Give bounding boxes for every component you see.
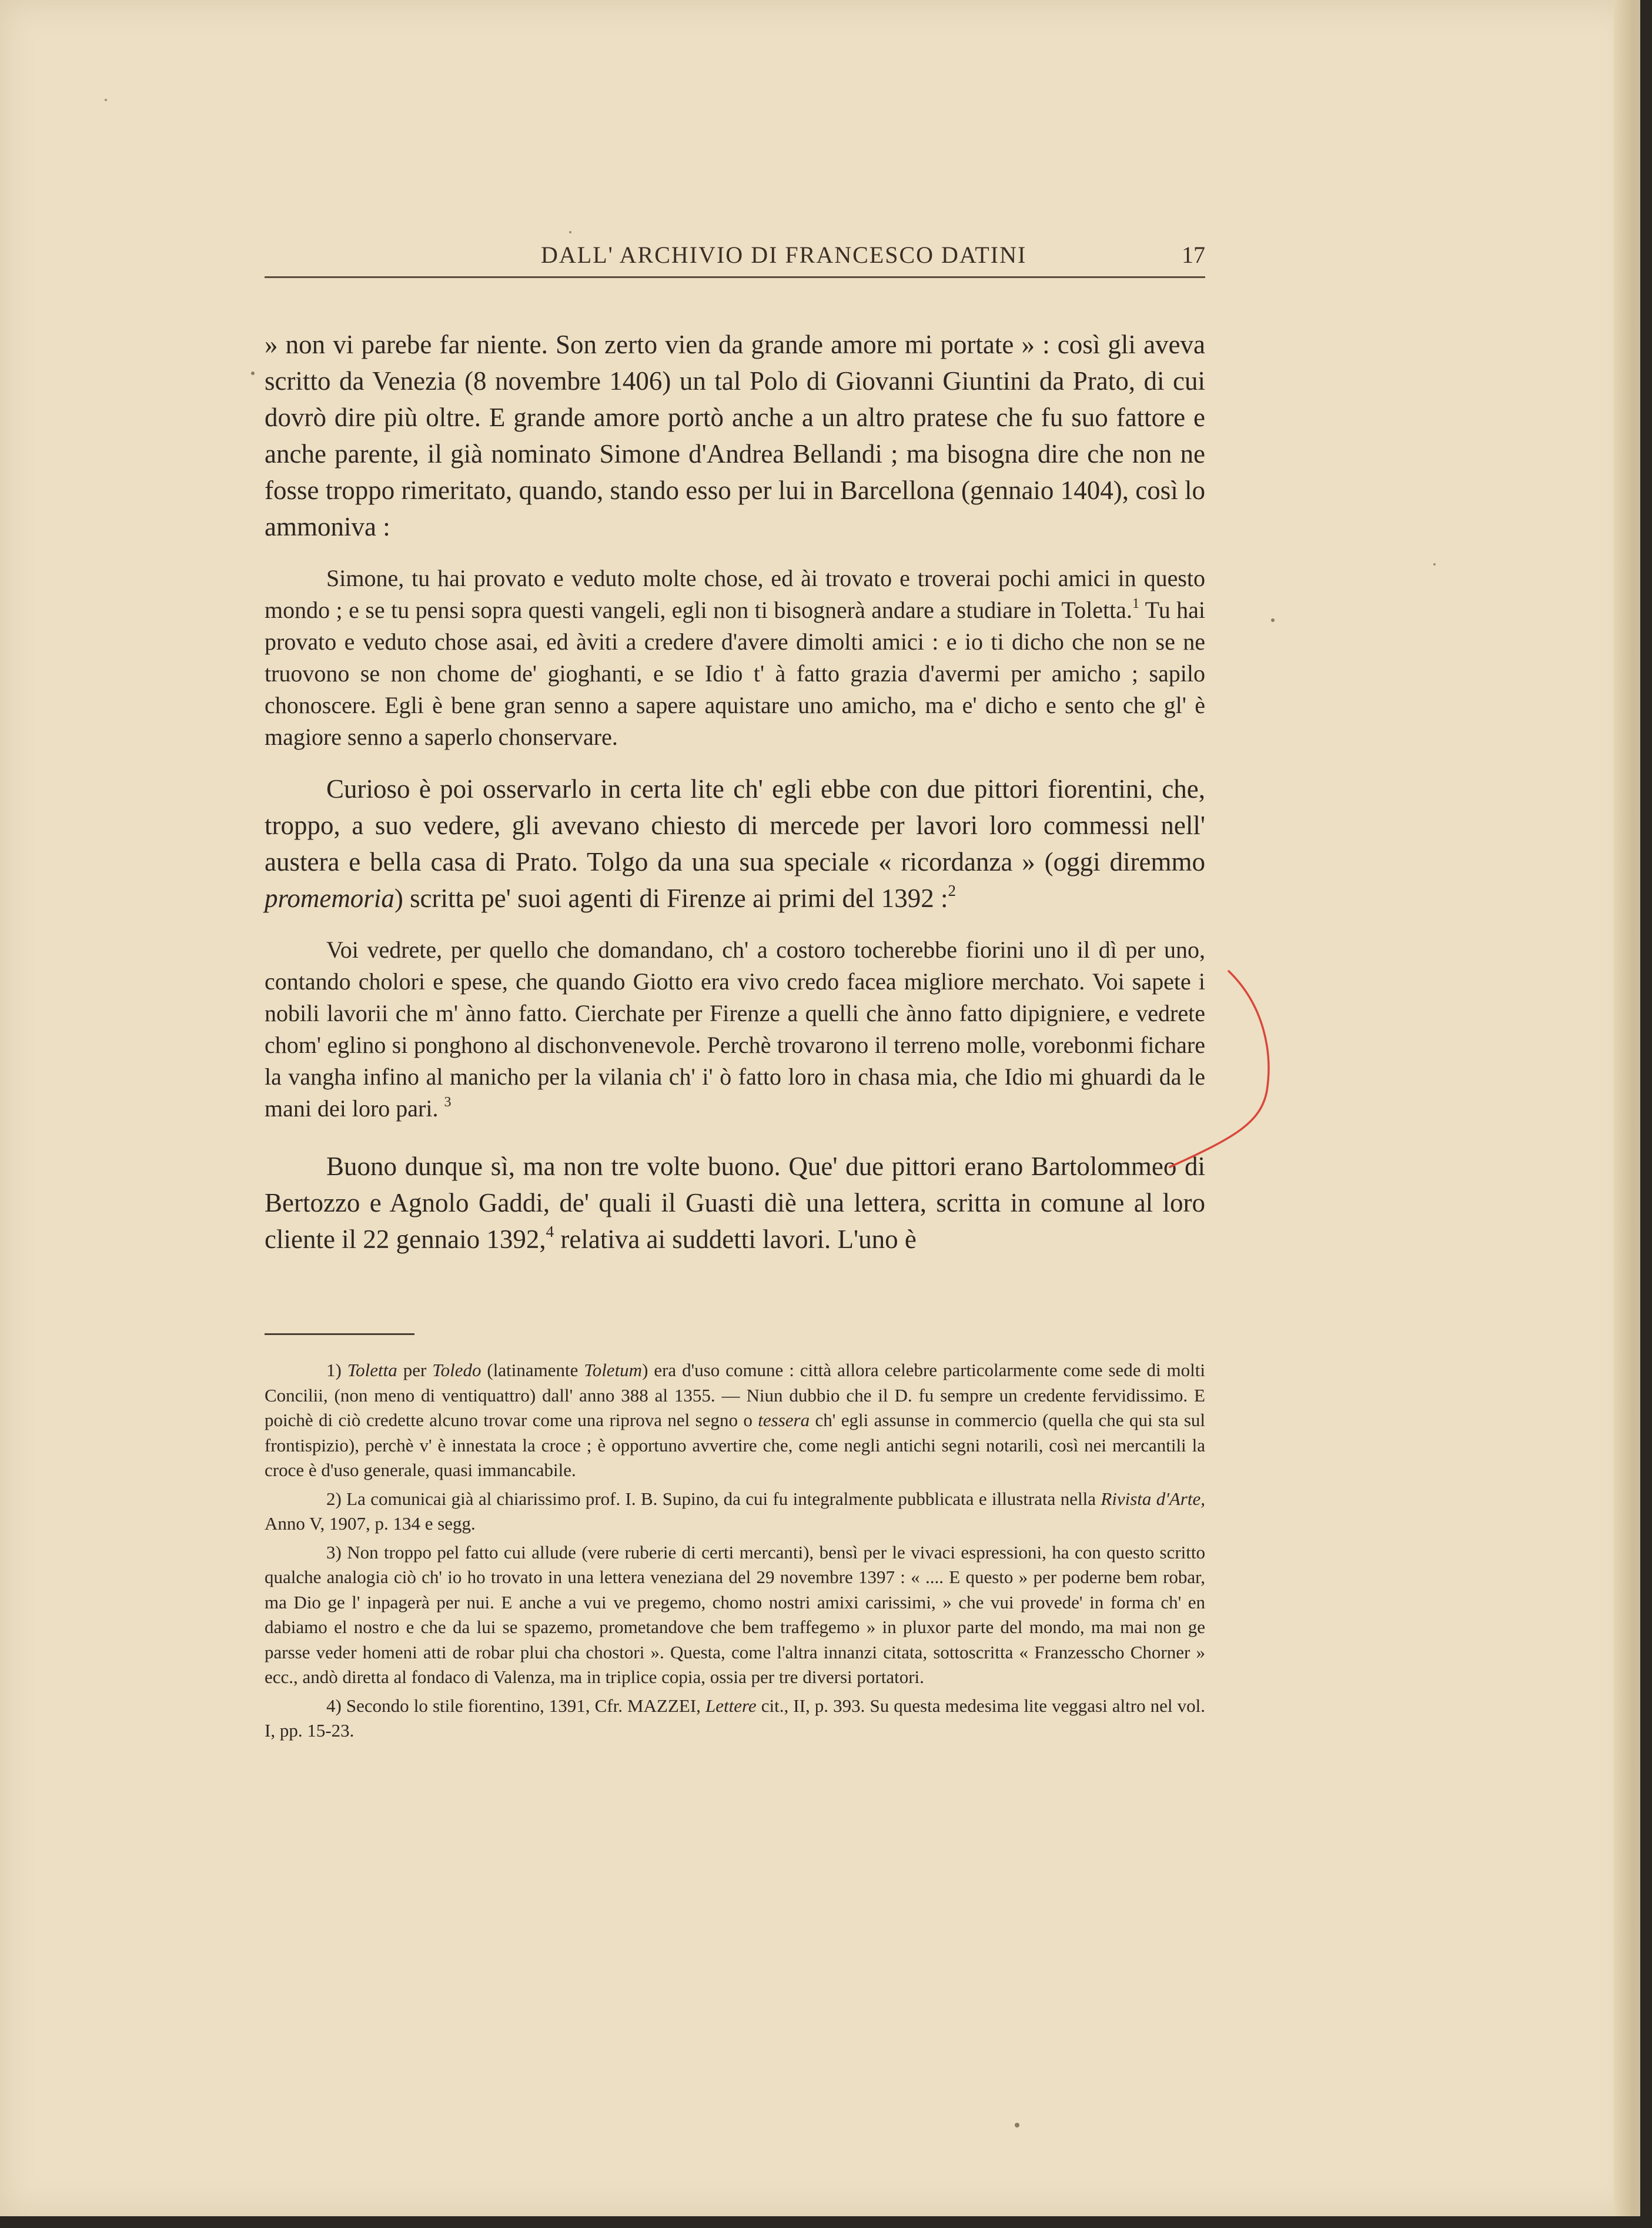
quotation-1 — [265, 563, 1205, 753]
quotation-2-text: Voi vedrete, per quello che domandano, ch' a costoro tocherebbe fiorini uno il dì per uno, contando cholori e spese, che quando Giotto era vivo credo facea migliore merchato. Voi sapete i nobili lavorii che m' ànno fatto. Cierchate per Firenze a quelli che ànno fatto dipigniere, e vedrete chom' eglino si ponghono al dischonvenevole. Perchè trovarono il terreno molle, vorebonmi fichare la vangha infino al manicho per la vilania ch' i' ò fatto loro in chasa mia, che Idio mi ghuardi da le mani dei loro pari. — [265, 936, 1205, 1122]
footnote-4-italic: Lettere — [705, 1695, 757, 1716]
footnote-3-number: 3) — [326, 1541, 342, 1563]
footnote-3-text: Non troppo pel fatto cui allude (vere ruberie di certi mercanti), bensì per le vivaci espressioni, ha con questo scritto qualche analogia ciò ch' io ho trovato in una lettera veneziana del 29 novembre 1397 : « .... E questo » per poderne bem robar, ma Dio ge l' inpagerà per nui. E anche a vui ve pregemo, chomo nostri amixi carissimi, » che vui provede' in forma ch' en dabiamo el nostro e che da lui se spazemo, prometandove che bem traffegemo » in pluxor parte del mondo, ma mai non ge parsse veder homeni atti de robar plui cha chostori ». Questa, come l'altra innanzi citata, sottoscritta « Franzesscho Chorner » ecc., andò diretta al fondaco di Valenza, ma in triplice copia, ossia per tre diversi portatori. — [265, 1541, 1205, 1687]
footnotes — [265, 1358, 1205, 1747]
footnote-2-text-1: La comunicai già al chiarissimo prof. I. B. Supino, da cui fu integralmente pubblicata e illustrata nella — [341, 1488, 1101, 1509]
footnote-4-text-1: Secondo lo stile fiorentino, 1391, Cfr. MAZZEI, — [341, 1695, 705, 1716]
footnote-1-text-2: (latinamente — [481, 1360, 584, 1380]
paragraph-2-italic: promemoria — [265, 884, 394, 913]
footnote-4 — [265, 1694, 1205, 1744]
quotation-2 — [265, 934, 1205, 1125]
header-rule — [265, 276, 1205, 278]
main-text — [265, 326, 1205, 1257]
paragraph-3 — [265, 1148, 1205, 1257]
paragraph-1 — [265, 326, 1205, 545]
footnote-2-number: 2) — [326, 1488, 342, 1509]
footnote-4-number: 4) — [326, 1695, 342, 1716]
quotation-1-text-a: Simone, tu hai provato e veduto molte chose, ed ài trovato e troverai pochi amici in questo mondo ; e se tu pensi sopra questi vangeli, egli non ti bisognerà andare a studiare in Toletta. — [265, 565, 1205, 623]
footnote-1-italic-4: tessera — [758, 1410, 810, 1430]
footnote-1-italic-2: Toledo — [432, 1360, 481, 1380]
running-title: DALL' ARCHIVIO DI FRANCESCO DATINI — [541, 242, 1027, 268]
footnote-1-italic-3: Toletum — [584, 1360, 643, 1380]
footnote-1-number: 1) — [326, 1360, 342, 1380]
footnote-2 — [265, 1487, 1205, 1537]
page-edge — [1614, 0, 1634, 2216]
footnote-ref-2[interactable]: 2 — [948, 882, 956, 900]
footnote-rule — [265, 1333, 414, 1335]
paragraph-3-text-a: Buono dunque sì, ma non tre volte buono. Que' due pittori erano Bartolommeo di Bertozzo e Agnolo Gaddi, de' quali il Guasti diè una lettera, scritta in comune al loro cliente il 22 gennaio 1392, — [265, 1152, 1205, 1254]
footnote-4-text-2: cit., II, p. 393. Su questa medesima lite veggasi altro nel vol. I, pp. 15-23. — [265, 1695, 1205, 1741]
running-header — [265, 241, 1205, 276]
quotation-1-text-b: Tu hai provato e veduto chose asai, ed àviti a credere d'avere dimolti amici : e io ti dicho che non se ne truovono se non chome de' gioghanti, e se Idio t' à fatto grazia d'avermi per amicho ; sapilo chonoscere. Egli è bene gran senno a sapere aquistare uno amicho, ma e' dicho e sento che gl' è magiore senno a saperlo chonservare. — [265, 597, 1206, 750]
footnote-1-text-1: per — [397, 1360, 433, 1380]
footnote-2-italic: Rivista d'Arte, — [1101, 1488, 1205, 1509]
footnote-1 — [265, 1358, 1205, 1483]
paragraph-2-text-b: ) scritta pe' suoi agenti di Firenze ai primi del 1392 : — [394, 884, 948, 913]
footnote-1-text-4: ch' egli assunse in commercio (quella che qui sta sul frontispizio), perchè v' è innestata la croce ; è opportuno avvertire che, come negli antichi segni notarili, così nei mercantili la croce è d'uso generale, quasi immancabile. — [265, 1410, 1205, 1480]
footnote-3 — [265, 1540, 1205, 1690]
paragraph-2-text-a: Curioso è poi osservarlo in certa lite ch' egli ebbe con due pittori fiorentini, che, troppo, a suo vedere, gli avevano chiesto di mercede per lavori loro commessi nell' austera e bella casa di Prato. Tolgo da una sua speciale « ricordanza » (oggi diremmo — [265, 774, 1205, 877]
red-pencil-mark — [1164, 964, 1299, 1176]
footnote-ref-3[interactable]: 3 — [444, 1095, 452, 1110]
footnote-1-text-3: ) era d'uso comune : città allora celebre particolarmente come sede di molti Concilii, (non meno di ventiquattro) dall' anno 388 al 1355. — Niun dubbio che il D. fu sempre un credente fervidissimo. E poichè di ciò credette alcuno trovar come una riprova nel segno o — [265, 1360, 1205, 1430]
footnote-1-italic-1: Toletta — [347, 1360, 397, 1380]
paragraph-1-text: » non vi parebe far niente. Son zerto vien da grande amore mi portate » : così gli aveva scritto da Venezia (8 novembre 1406) un tal Polo di Giovanni Giuntini da Prato, di cui dovrò dire più oltre. E grande amore portò anche a un altro pratese che fu suo fattore e anche parente, il già nominato Simone d'Andrea Bellandi ; ma bisogna dire che non ne fosse troppo rimeritato, quando, stando esso per lui in Barcellona (gennaio 1404), così lo ammoniva : — [265, 330, 1205, 541]
footnote-ref-1[interactable]: 1 — [1132, 596, 1139, 612]
paragraph-3-text-b: relativa ai suddetti lavori. L'uno è — [554, 1225, 917, 1254]
paragraph-2 — [265, 771, 1205, 916]
footnote-ref-4[interactable]: 4 — [546, 1223, 554, 1241]
page-number: 17 — [1182, 242, 1205, 268]
footnote-2-text-2: Anno V, 1907, p. 134 e segg. — [265, 1513, 476, 1534]
